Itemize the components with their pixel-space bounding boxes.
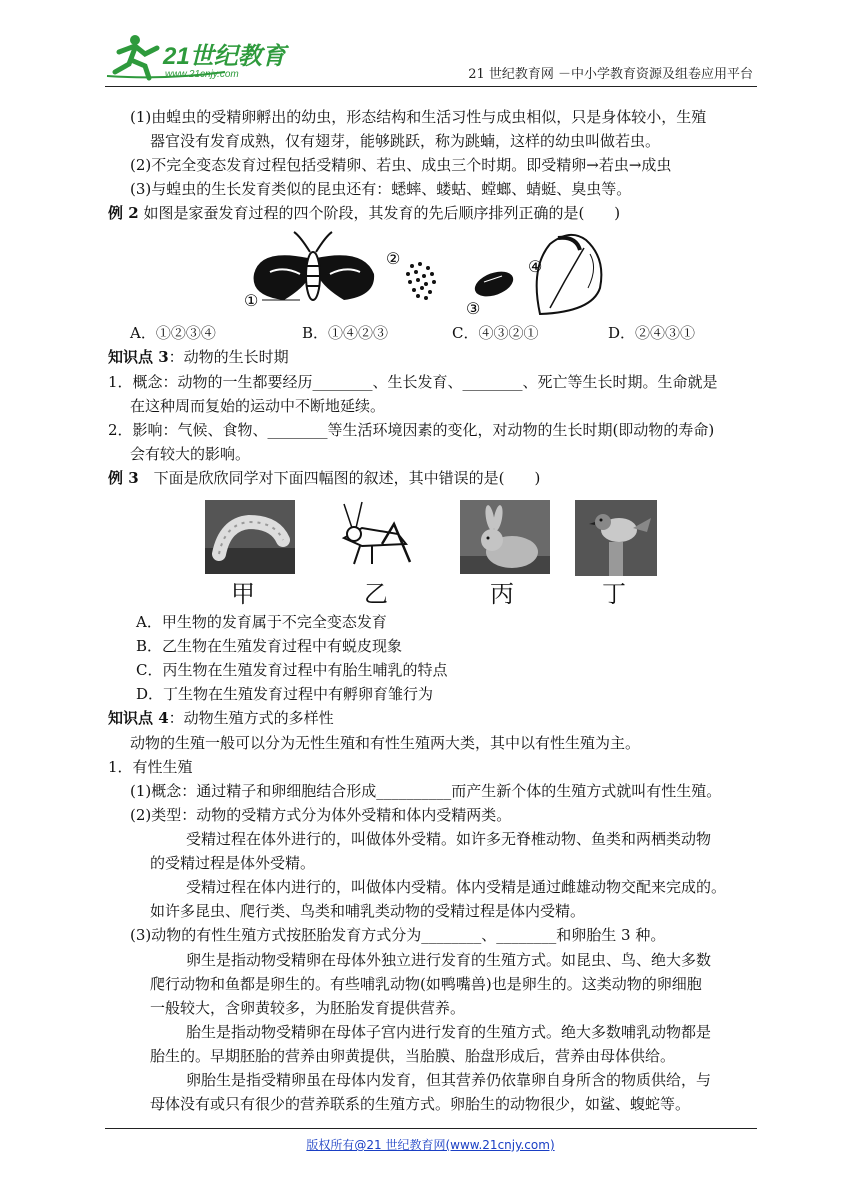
- photo-sparrow: [575, 500, 657, 576]
- text-line: 爬行动物和鱼都是卵生的。有些哺乳动物(如鸭嘴兽)也是卵生的。这类动物的卵细胞: [150, 975, 702, 993]
- text-line: 动物的生殖一般可以分为无性生殖和有性生殖两大类，其中以有性生殖为主。: [130, 734, 641, 752]
- text-line: 受精过程在体内进行的，叫做体内受精。体内受精是通过雌雄动物交配来完成的。: [186, 878, 727, 896]
- option-c: C．④③②①: [452, 324, 539, 342]
- option-b: B．①④②③: [302, 324, 389, 342]
- knowledge-point-3-heading: 知识点 3：动物的生长时期: [108, 348, 289, 366]
- photo-grasshopper: [332, 500, 422, 574]
- moth-illustration: [254, 232, 375, 300]
- text-line: 的受精过程是体外受精。: [150, 854, 316, 872]
- photo-label-jia: 甲: [231, 580, 255, 608]
- silkworm-stages-figure: [240, 228, 610, 320]
- photo-silkworm: [205, 500, 295, 574]
- knowledge-point-4-heading: 知识点 4：动物生殖方式的多样性: [108, 709, 334, 727]
- footer-copyright-link[interactable]: 版权所有@21 世纪教育网(www.21cnjy.com): [306, 1138, 555, 1152]
- site-logo: [105, 30, 295, 82]
- photo-label-yi: 乙: [364, 580, 388, 608]
- option-d: D．②④③①: [608, 324, 696, 342]
- text-line: (3)动物的有性生殖方式按胚胎发育方式分为________、________和卵胎生 3 种。: [130, 926, 666, 944]
- photo-label-bing: 丙: [490, 580, 514, 608]
- option-c: C．丙生物在生殖发育过程中有胎生哺乳的特点: [136, 661, 448, 679]
- text-line: 一般较大，含卵黄较多，为胚胎发育提供营养。: [150, 999, 466, 1017]
- text-line: 会有较大的影响。: [130, 445, 251, 463]
- footer-divider: [105, 1128, 757, 1129]
- example-2-question: 例 2 如图是家蚕发育过程的四个阶段，其发育的先后顺序排列正确的是( ): [108, 204, 621, 222]
- option-d: D．丁生物在生殖发育过程中有孵卵育雏行为: [136, 685, 434, 703]
- text-line: 卵生是指动物受精卵在母体外独立进行发育的生殖方式。如昆虫、鸟、绝大多数: [186, 951, 712, 969]
- text-line: 母体没有或只有很少的营养联系的生殖方式。卵胎生的动物很少，如鲨、蝮蛇等。: [150, 1095, 691, 1113]
- text-line: 卵胎生是指受精卵虽在母体内发育，但其营养仍依靠卵自身所含的物质供给，与: [186, 1071, 712, 1089]
- example-3-question: 例 3 下面是欣欣同学对下面四幅图的叙述，其中错误的是( ): [108, 469, 541, 487]
- larva-on-leaf-illustration: [537, 235, 602, 314]
- text-line: (1)由蝗虫的受精卵孵出的幼虫，形态结构和生活习性与成虫相似，只是身体较小，生殖: [130, 108, 707, 126]
- text-line: (2)不完全变态发育过程包括受精卵、若虫、成虫三个时期。即受精卵→若虫→成虫: [130, 156, 672, 174]
- text-line: 胎生的。早期胚胎的营养由卵黄提供，当胎膜、胎盘形成后，营养由母体供给。: [150, 1047, 676, 1065]
- option-b: B．乙生物在生殖发育过程中有蜕皮现象: [136, 637, 403, 655]
- site-tagline: 21 世纪教育网 －中小学教育资源及组卷应用平台: [468, 67, 753, 82]
- text-line: 受精过程在体外进行的，叫做体外受精。如许多无脊椎动物、鱼类和两栖类动物: [186, 830, 712, 848]
- text-line: (1)概念：通过精子和卵细胞结合形成__________而产生新个体的生殖方式就叫有性生殖。: [130, 782, 722, 800]
- text-line: 2．影响：气候、食物、________等生活环境因素的变化，对动物的生长时期(即动物的寿命): [108, 421, 715, 439]
- stage-label-1: ①: [244, 291, 259, 310]
- stage-label-4: ④: [528, 257, 543, 276]
- text-line: 在这种周而复始的运动中不断地延续。: [130, 397, 386, 415]
- text-line: 胎生是指动物受精卵在母体子宫内进行发育的生殖方式。绝大多数哺乳动物都是: [186, 1023, 712, 1041]
- stage-label-2: ②: [386, 249, 401, 268]
- logo-url: www.21cnjy.com: [165, 69, 239, 80]
- photo-rabbit: [460, 500, 550, 574]
- example-2-options: [130, 322, 750, 346]
- eggs-illustration: [406, 262, 436, 300]
- text-line: 1．概念：动物的一生都要经历________、生长发育、________、死亡等生长时期。生命就是: [108, 373, 718, 391]
- text-line: (3)与蝗虫的生长发育类似的昆虫还有：蟋蟀、蝼蛄、螳螂、蜻蜓、臭虫等。: [130, 180, 632, 198]
- pupa-illustration: [471, 267, 516, 301]
- page-header: [105, 30, 757, 87]
- option-a: A．①②③④: [130, 324, 216, 342]
- text-line: (2)类型：动物的受精方式分为体外受精和体内受精两类。: [130, 806, 512, 824]
- option-a: A．甲生物的发育属于不完全变态发育: [136, 613, 387, 631]
- stage-label-3: ③: [466, 299, 481, 318]
- photo-label-ding: 丁: [602, 580, 626, 608]
- logo-text: 21世纪教育: [163, 43, 286, 70]
- text-line: 器官没有发育成熟，仅有翅芽，能够跳跃，称为跳蝻，这样的幼虫叫做若虫。: [150, 132, 661, 150]
- text-line: 如许多昆虫、爬行类、鸟类和哺乳类动物的受精过程是体内受精。: [150, 902, 586, 920]
- section-heading: 1．有性生殖: [108, 758, 193, 776]
